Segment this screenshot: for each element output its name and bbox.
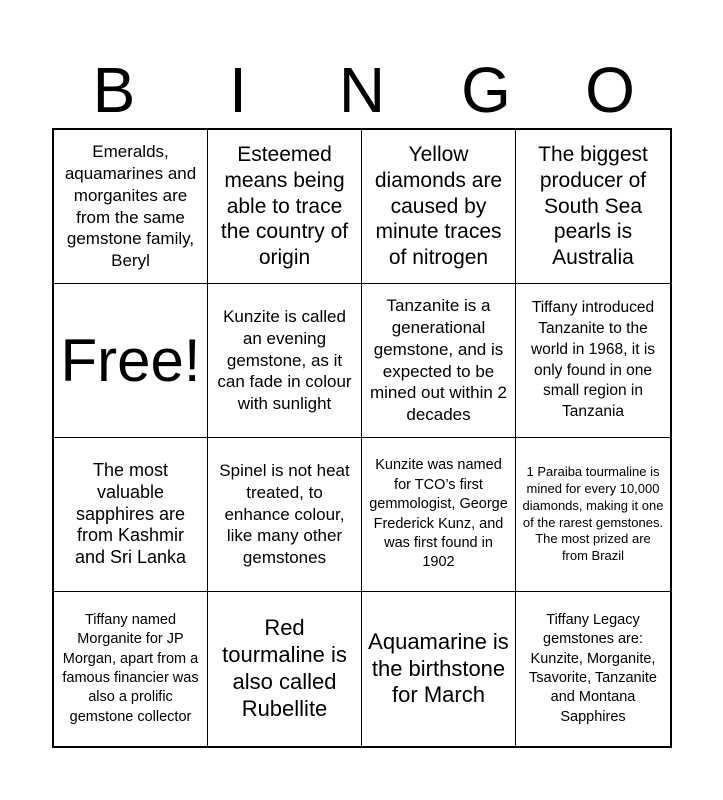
free-cell-text: Free! — [60, 326, 201, 394]
free-cell[interactable] — [54, 284, 208, 438]
cell-text: Tiffany named Morganite for JP Morgan, apart from a famous financier was also a prolific gemstone collector — [62, 611, 199, 725]
cell-text: Red tourmaline is also called Rubellite — [222, 615, 347, 721]
cell-text: Spinel is not heat treated, to enhance colour, like many other gemstones — [219, 461, 350, 568]
cell-text: Kunzite is called an evening gemstone, as it can fade in colour with sunlight — [217, 307, 352, 414]
bingo-cell[interactable] — [516, 592, 670, 746]
bingo-cell[interactable] — [362, 438, 516, 592]
cell-text: The biggest producer of South Sea pearls is Australia — [538, 143, 648, 269]
bingo-cell[interactable] — [362, 592, 516, 746]
bingo-cell[interactable] — [362, 284, 516, 438]
cell-text: 1 Paraiba tourmaline is mined for every 10,000 diamonds, making it one of the rarest gemstones. The most prized are from Brazil — [522, 463, 664, 564]
bingo-cell[interactable] — [208, 438, 362, 592]
header-letter-g: G — [461, 54, 511, 126]
bingo-cell[interactable] — [54, 592, 208, 746]
header-letter-b: B — [92, 54, 136, 126]
cell-text: The most valuable sapphires are from Kashmir and Sri Lanka — [74, 459, 187, 568]
cell-text: Esteemed means being able to trace the country of origin — [220, 143, 349, 269]
bingo-board — [52, 128, 672, 748]
bingo-header — [52, 52, 672, 128]
bingo-cell[interactable] — [208, 130, 362, 284]
bingo-cell[interactable] — [516, 130, 670, 284]
header-letter-i: I — [229, 54, 247, 126]
cell-text: Aquamarine is the birthstone for March — [368, 628, 509, 708]
bingo-cell[interactable] — [516, 284, 670, 438]
bingo-cell[interactable] — [516, 438, 670, 592]
bingo-cell[interactable] — [362, 130, 516, 284]
bingo-cell[interactable] — [54, 130, 208, 284]
header-letter-n: N — [338, 54, 386, 126]
cell-text: Tiffany introduced Tanzanite to the world in 1968, it is only found in one small region in Tanzania — [530, 299, 656, 421]
header-letter-o: O — [585, 54, 635, 126]
cell-text: Emeralds, aquamarines and morganites are from the same gemstone family, Beryl — [64, 142, 197, 270]
cell-text: Kunzite was named for TCO’s first gemmologist, George Frederick Kunz, and was first found in 1902 — [369, 457, 508, 571]
bingo-cell[interactable] — [208, 284, 362, 438]
bingo-cell[interactable] — [54, 438, 208, 592]
cell-text: Tanzanite is a generational gemstone, and is expected to be mined out within 2 decades — [369, 296, 508, 424]
cell-text: Tiffany Legacy gemstones are: Kunzite, Morganite, Tsavorite, Tanzanite and Montana Sapphires — [529, 611, 657, 725]
cell-text: Yellow diamonds are caused by minute traces of nitrogen — [374, 143, 503, 269]
bingo-cell[interactable] — [208, 592, 362, 746]
